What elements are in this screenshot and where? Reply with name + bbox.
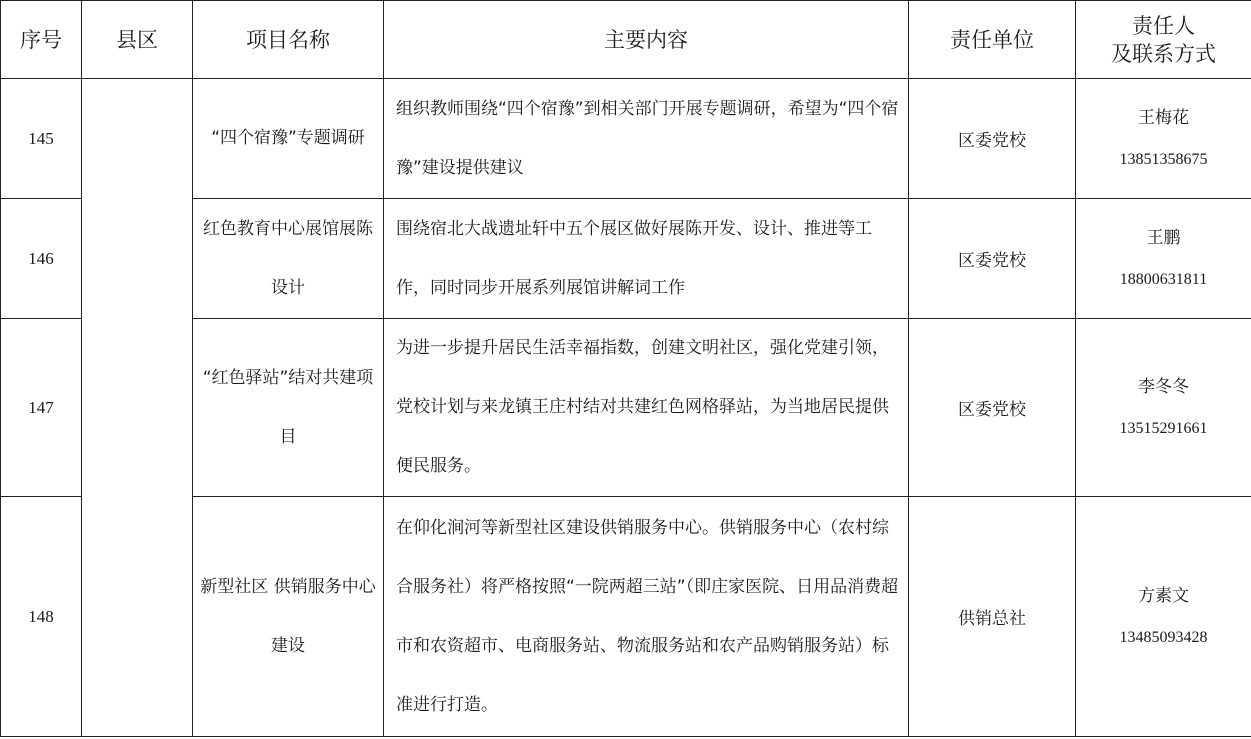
header-row	[1, 1, 1251, 79]
row-content: 组织教师围绕“四个宿豫”到相关部门开展专题调研，希望为“四个宿豫”建设提供建议	[384, 79, 909, 199]
row-seq: 146	[1, 199, 82, 319]
county-cell	[82, 79, 193, 737]
row-unit: 区委党校	[909, 199, 1076, 319]
header-county: 县区	[82, 1, 193, 79]
row-person	[1076, 319, 1251, 497]
header-unit: 责任单位	[909, 1, 1076, 79]
row-content: 围绕宿北大战遗址轩中五个展区做好展陈开发、设计、推进等工作，同时同步开展系列展馆讲解词工作	[384, 199, 909, 319]
row-seq: 145	[1, 79, 82, 199]
person-phone: 13515291661	[1119, 419, 1208, 437]
person-phone: 13485093428	[1119, 628, 1208, 646]
row-unit: 区委党校	[909, 79, 1076, 199]
person-name: 王鹏	[1146, 227, 1181, 248]
row-person	[1076, 497, 1251, 737]
row-project-name: “四个宿豫”专题调研	[193, 79, 384, 199]
header-seq: 序号	[1, 1, 82, 79]
row-content: 在仰化涧河等新型社区建设供销服务中心。供销服务中心（农村综合服务社）将严格按照“一院两超三站”（即庄家医院、日用品消费超市和农资超市、电商服务站、物流服务站和农产品购销服务站）标准进行打造。	[384, 497, 909, 737]
person-name: 王梅花	[1138, 107, 1189, 128]
table-row	[1, 79, 1251, 199]
person-name: 李冬冬	[1138, 376, 1189, 397]
row-seq: 147	[1, 319, 82, 497]
person-phone: 18800631811	[1119, 270, 1208, 288]
row-project-name: 红色教育中心展馆展陈设计	[193, 199, 384, 319]
header-content: 主要内容	[384, 1, 909, 79]
header-person-line1: 责任人	[1132, 13, 1195, 38]
person-name: 方素文	[1138, 585, 1189, 606]
row-person	[1076, 79, 1251, 199]
person-phone: 13851358675	[1119, 150, 1208, 168]
row-seq: 148	[1, 497, 82, 737]
header-project: 项目名称	[193, 1, 384, 79]
header-person	[1076, 1, 1251, 79]
row-person	[1076, 199, 1251, 319]
row-project-name: 新型社区 供销服务中心建设	[193, 497, 384, 737]
row-unit: 供销总社	[909, 497, 1076, 737]
header-person-line2: 及联系方式	[1111, 41, 1216, 66]
row-project-name: “红色驿站”结对共建项目	[193, 319, 384, 497]
row-content: 为进一步提升居民生活幸福指数，创建文明社区，强化党建引领，党校计划与来龙镇王庄村结对共建红色网格驿站，为当地居民提供便民服务。	[384, 319, 909, 497]
row-unit: 区委党校	[909, 319, 1076, 497]
